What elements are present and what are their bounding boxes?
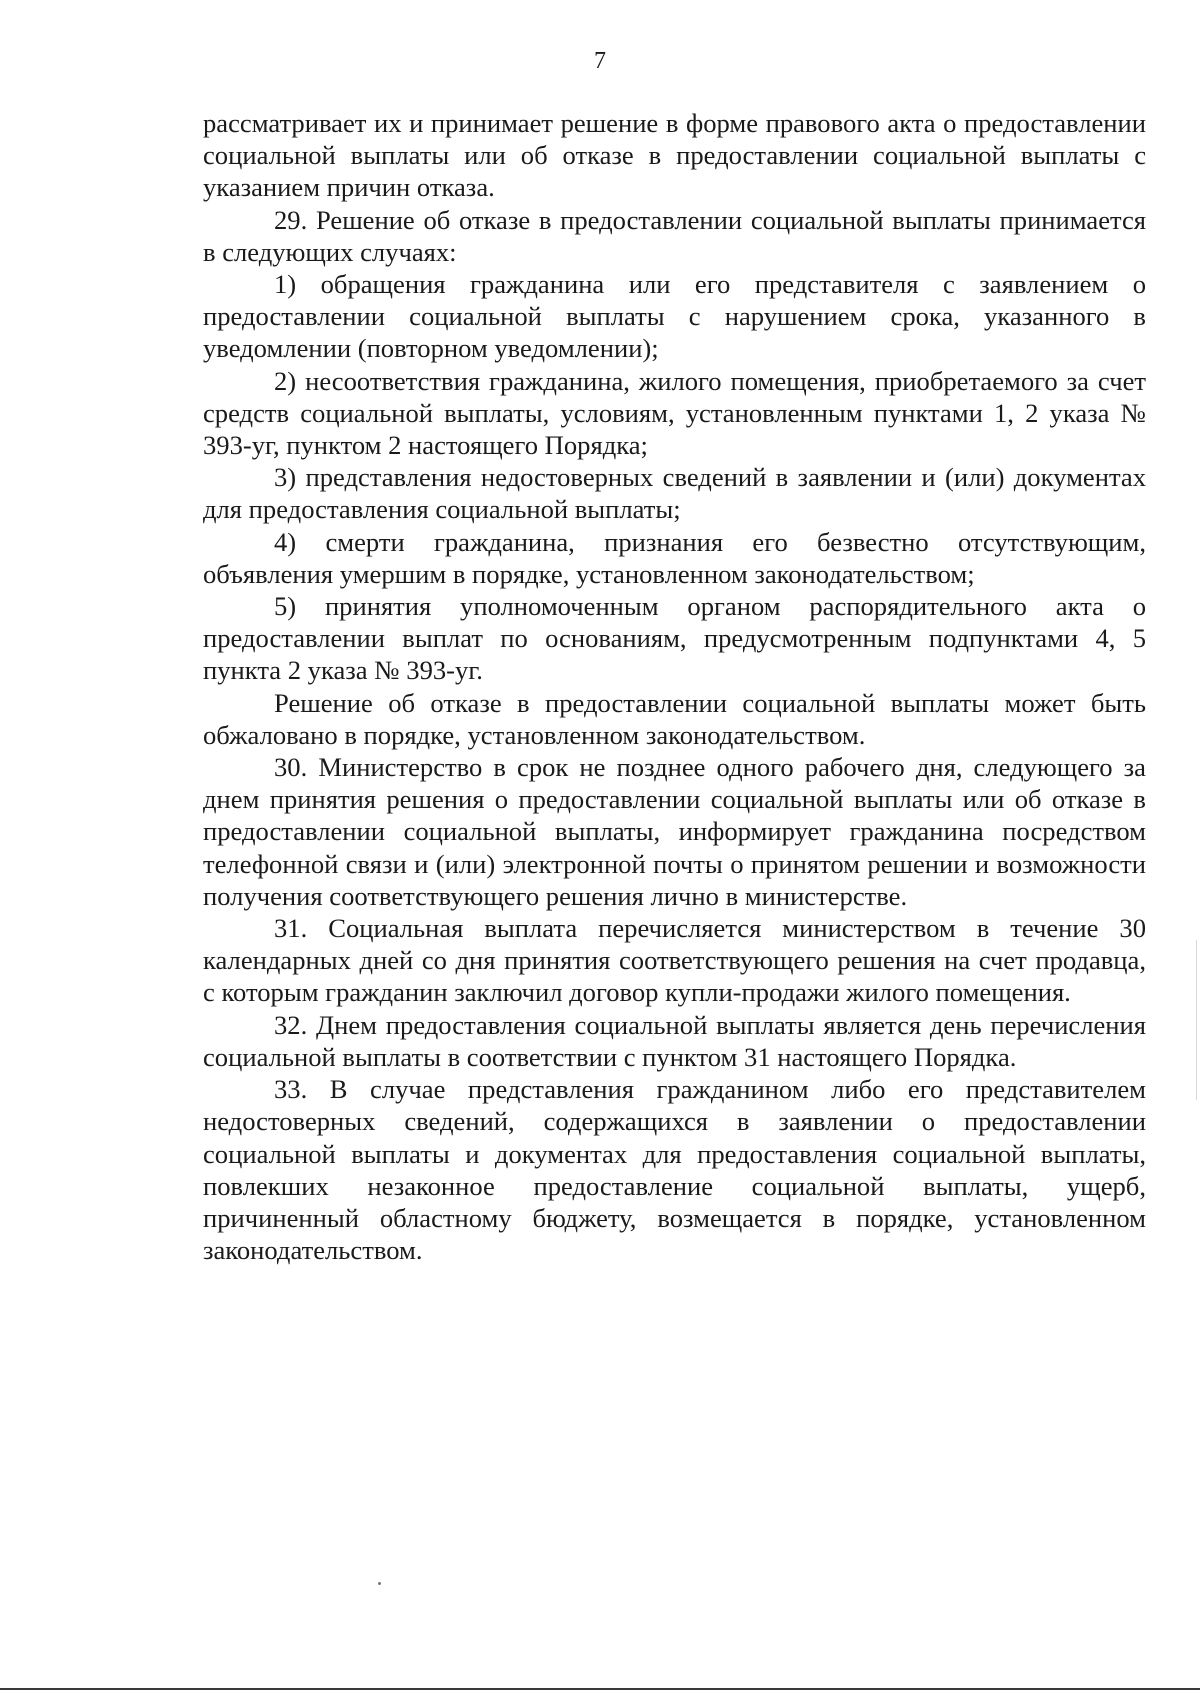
page-number: 7: [594, 48, 606, 74]
paragraph-subitem-1: 1) обращения гражданина или его представителя с заявлением о предоставлении социальной выплаты с нарушением срока, указанного в уведомлении (повторном уведомлении);: [203, 269, 1146, 364]
document-body: [203, 107, 1146, 1266]
paragraph-subitem-3: 3) представления недостоверных сведений в заявлении и (или) документах для предоставления социальной выплаты;: [203, 462, 1146, 525]
paragraph-appeal: Решение об отказе в предоставлении социальной выплаты может быть обжаловано в порядке, установленном законодательством.: [203, 687, 1146, 750]
bottom-scan-line: [0, 1688, 1200, 1690]
paragraph-item-33: 33. В случае представления гражданином либо его представителем недостоверных сведений, содержащихся в заявлении о предоставлении социальной выплаты и документах для предоставления социальной выплаты, повлекших незаконное предоставление социальной выплаты, ущерб, причиненный областному бюджету, возмещается в порядке, установленном законодательством.: [203, 1074, 1146, 1266]
scan-artifact-edge: [1196, 940, 1197, 1100]
scan-artifact-dot: [378, 1582, 381, 1585]
paragraph-subitem-2: 2) несоответствия гражданина, жилого помещения, приобретаемого за счет средств социальной выплаты, условиям, установленным пунктами 1, 2 указа № 393-уг, пунктом 2 настоящего Порядка;: [203, 365, 1146, 461]
paragraph-item-32: 32. Днем предоставления социальной выплаты является день перечисления социальной выплаты в соответствии с пунктом 31 настоящего Порядка.: [203, 1009, 1146, 1072]
paragraph-subitem-4: 4) смерти гражданина, признания его безвестно отсутствующим, объявления умершим в порядке, установленном законодательством;: [203, 526, 1146, 589]
paragraph-continuation: рассматривает их и принимает решение в форме правового акта о предоставлении социальной выплаты или об отказе в предоставлении социальной выплаты с указанием причин отказа.: [203, 108, 1146, 203]
paragraph-item-29: 29. Решение об отказе в предоставлении социальной выплаты принимается в следующих случаях:: [203, 204, 1146, 267]
paragraph-item-30: 30. Министерство в срок не позднее одного рабочего дня, следующего за днем принятия решения о предоставлении социальной выплаты или об отказе в предоставлении социальной выплаты, информирует гражданина посредством телефонной связи и (или) электронной почты о принятом решении и возможности получения соответствующего решения лично в министерстве.: [203, 752, 1146, 911]
paragraph-subitem-5: 5) принятия уполномоченным органом распорядительного акта о предоставлении выплат по основаниям, предусмотренным подпунктами 4, 5 пункта 2 указа № 393-уг.: [203, 591, 1146, 686]
paragraph-item-31: 31. Социальная выплата перечисляется министерством в течение 30 календарных дней со дня принятия соответствующего решения на счет продавца, с которым гражданин заключил договор купли-продажи жилого помещения.: [203, 913, 1146, 1008]
